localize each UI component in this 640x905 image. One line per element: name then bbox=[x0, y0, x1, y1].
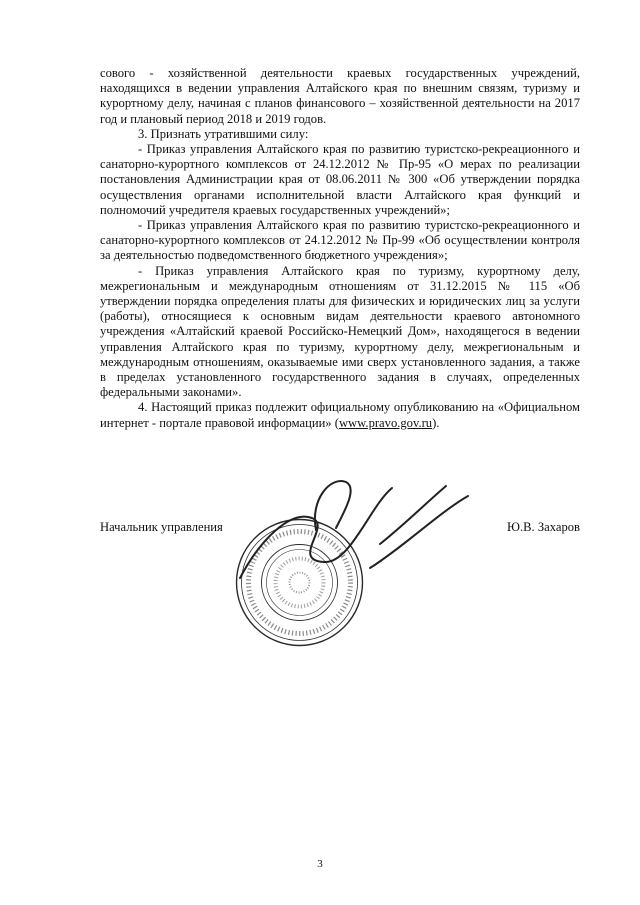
paragraph-item-4 bbox=[100, 400, 580, 430]
paragraph-item-3: 3. Признать утратившими силу: bbox=[138, 126, 309, 141]
paragraph-item-4-end: ). bbox=[432, 415, 440, 430]
paragraph-order-pr-99: - Приказ управления Алтайского края по развитию туристско-рекреационного и санаторно-курортного комплексов от 24.12.2012 № Пр-99 «Об осуществлении контроля за деятельностью подведомственного бюджетного учреждения»; bbox=[100, 218, 580, 263]
paragraph-item-4-text: 4. Настоящий приказ подлежит официальному опубликованию на «Официальном интернет - портале правовой информации» ( bbox=[100, 400, 580, 430]
paragraph-order-pr-95: - Приказ управления Алтайского края по развитию туристско-рекреационного и санаторно-курортного комплексов от 24.12.2012 № Пр-95 «О мерах по реализации постановления Администрации края от 08.06.2011 № 300 «Об утверждении порядка осуществления органами исполнительной власти Алтайского края функций и полномочий учредителя краевых государственных учреждений»; bbox=[100, 142, 580, 217]
signatory-name: Ю.В. Захаров bbox=[507, 520, 580, 534]
pravo-gov-link[interactable]: www.pravo.gov.ru bbox=[338, 415, 433, 430]
paragraph-order-115: - Приказ управления Алтайского края по туризму, курортному делу, межрегиональным и международным отношениям от 31.12.2015 № 115 «Об утверждении порядка определения платы для физических и юридических лиц за услуги (работы), относящиеся к основным видам деятельности краевого автономного учреждения «Алтайский краевой Российско-Немецкий Дом», находящегося в ведении управления Алтайского края по туризму, курортному делу, межрегиональным и международным отношениям, оказываемые ими сверх установленного задания, а также в пределах установленного государственного задания в случаях, определенных федеральными законами». bbox=[100, 263, 580, 400]
paragraph-continuation: сового - хозяйственной деятельности краевых государственных учреждений, находящихся в ведении управления Алтайского края по внешним связям, туризму и курортному делу, начиная с планов финансового – хозяйственной деятельности на 2017 год и плановый период 2018 и 2019 годов. bbox=[100, 66, 580, 126]
page-number: 3 bbox=[317, 858, 323, 870]
signature-block bbox=[100, 520, 580, 540]
document-body bbox=[100, 66, 580, 431]
signatory-position: Начальник управления bbox=[100, 520, 223, 534]
